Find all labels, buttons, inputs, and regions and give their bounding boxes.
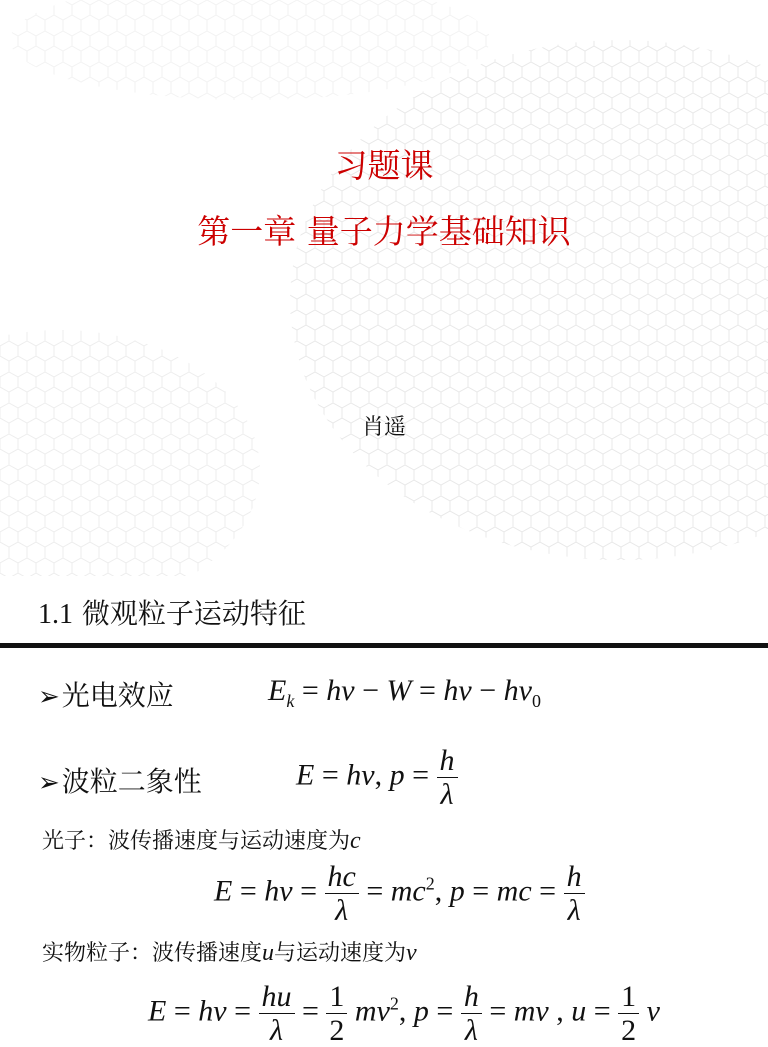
photoelectric-equation: $E_k = h\nu - W = h\nu - h\nu_0$ <box>268 674 541 711</box>
author-name: 肖遥 <box>361 415 406 440</box>
wave-particle-equation: E = hν, p = $\frac{h}{\lambda}$ <box>296 744 458 811</box>
photon-text: 光子：波传播速度与运动速度为 <box>42 829 351 854</box>
particle-description <box>42 936 417 967</box>
arrow-bullet-icon: ➢ <box>38 768 60 798</box>
particle-variable-u: u <box>262 940 275 966</box>
section-heading <box>38 592 306 632</box>
particle-variable-v: v <box>406 940 417 966</box>
bullet-label: 波粒二象性 <box>61 765 202 798</box>
section-number: 1.1 <box>38 599 73 630</box>
particle-text-a: 实物粒子：波传播速度 <box>42 941 263 966</box>
slide-title: 习题课 <box>334 146 434 185</box>
arrow-bullet-icon: ➢ <box>38 682 60 712</box>
bullet-label: 光电效应 <box>61 679 174 712</box>
particle-equation: E = hν = $\frac{hu}{\lambda}$ = $\frac{1}{2}$ $mv^2$, p = $\frac{h}{\lambda}$ = mv , u = $\frac{1}{2}$ v <box>148 980 660 1047</box>
content-slide <box>0 576 768 1047</box>
section-title: 微观粒子运动特征 <box>81 597 306 630</box>
bullet-wave-particle <box>38 760 202 800</box>
particle-text-b: 与运动速度为 <box>274 941 407 966</box>
photon-variable: c <box>350 828 361 854</box>
slide-subtitle: 第一章 量子力学基础知识 <box>197 212 571 251</box>
bullet-photoelectric <box>38 674 174 714</box>
heading-divider <box>0 643 768 648</box>
photon-description <box>42 824 361 855</box>
photon-equation: E = hν = $\frac{hc}{\lambda}$ = $mc^2$, p = mc = $\frac{h}{\lambda}$ <box>214 860 585 927</box>
